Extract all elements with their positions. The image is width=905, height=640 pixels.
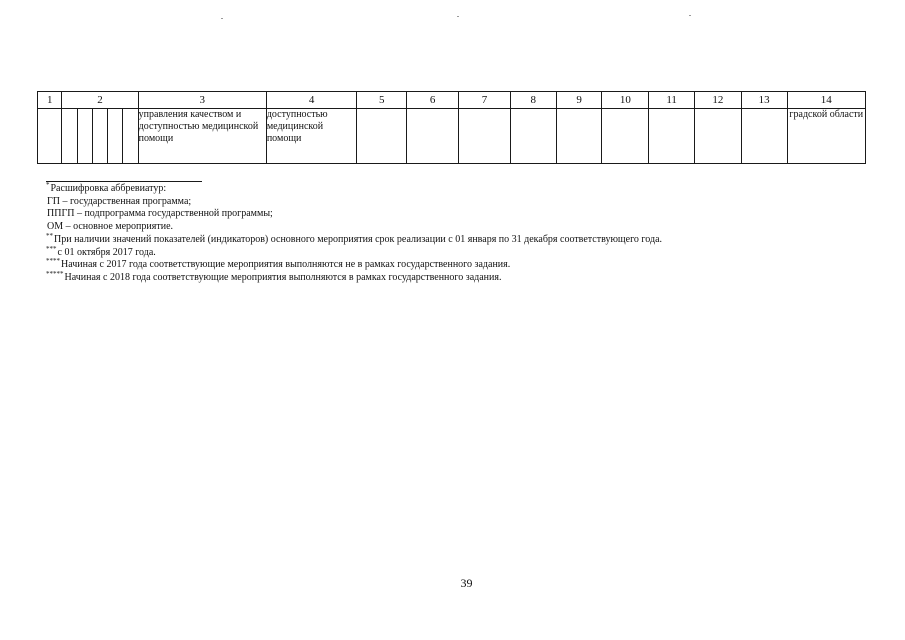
footnote-mark: **** <box>46 257 60 266</box>
footnote-text: ОМ – основное мероприятие. <box>47 221 174 233</box>
footnote-line <box>46 244 846 260</box>
header-cell-14: 14 <box>787 92 865 109</box>
header-cell-9: 9 <box>556 92 602 109</box>
footnote-separator <box>46 181 202 182</box>
header-cell-1: 1 <box>38 92 62 109</box>
scan-speck <box>457 16 459 17</box>
footnote-line <box>46 196 846 209</box>
table-cell <box>62 109 77 164</box>
table-row <box>38 109 866 164</box>
indicator-table <box>37 91 866 164</box>
footnote-text: ППГП – подпрограмма государственной программы; <box>47 208 273 220</box>
table-cell <box>649 109 695 164</box>
page-number: 39 <box>460 576 473 590</box>
header-cell-12: 12 <box>695 92 742 109</box>
header-cell-3: 3 <box>138 92 266 109</box>
header-cell-11: 11 <box>649 92 695 109</box>
header-cell-4: 4 <box>266 92 357 109</box>
cell-col3: управления качеством и доступностью медицинской помощи <box>138 109 266 164</box>
footnote-text: Начиная с 2017 года соответствующие мероприятия выполняются не в рамках государственного задания. <box>61 259 511 271</box>
footnote-mark: ** <box>46 231 53 240</box>
scan-speck <box>221 18 223 19</box>
footnote-line <box>46 259 846 272</box>
table-cell <box>695 109 742 164</box>
footnote-text: ГП – государственная программа; <box>47 195 192 207</box>
footnote-mark: *** <box>46 244 57 253</box>
table-cell <box>741 109 787 164</box>
scan-speck <box>689 15 691 16</box>
footnote-line <box>46 231 846 247</box>
header-cell-7: 7 <box>459 92 511 109</box>
table-cell <box>108 109 123 164</box>
footnote-line <box>46 269 846 285</box>
footnote-line <box>46 208 846 221</box>
footnote-text: Расшифровка аббревиатур: <box>50 183 167 194</box>
table-cell <box>556 109 602 164</box>
cell-col4: доступностью медицинской помощи <box>266 109 357 164</box>
footnote-line <box>46 221 846 234</box>
header-cell-6: 6 <box>407 92 459 109</box>
footnote-mark: * <box>46 181 50 189</box>
table-cell <box>123 109 138 164</box>
cell-col14: градской области <box>787 109 865 164</box>
header-cell-5: 5 <box>357 92 407 109</box>
table-cell <box>38 109 62 164</box>
header-cell-10: 10 <box>602 92 649 109</box>
footnote-text: с 01 октября 2017 года. <box>57 246 156 258</box>
footnote-mark: ***** <box>46 269 64 278</box>
footnote-text: Начиная с 2018 года соответствующие мероприятия выполняются в рамках государственного задания. <box>64 271 502 283</box>
table-cell <box>77 109 92 164</box>
footnote-line <box>46 183 846 196</box>
table-cell <box>407 109 459 164</box>
footnotes <box>46 183 846 285</box>
footnote-text: При наличии значений показателей (индикаторов) основного мероприятия срок реализации с 01 января по 31 декабря соответствующего года. <box>54 233 663 245</box>
table-cell <box>459 109 511 164</box>
header-cell-2: 2 <box>62 92 138 109</box>
table-header-row <box>38 92 866 109</box>
header-cell-8: 8 <box>510 92 556 109</box>
header-cell-13: 13 <box>741 92 787 109</box>
table-cell <box>357 109 407 164</box>
table-cell <box>510 109 556 164</box>
table-cell <box>92 109 107 164</box>
table-cell <box>602 109 649 164</box>
